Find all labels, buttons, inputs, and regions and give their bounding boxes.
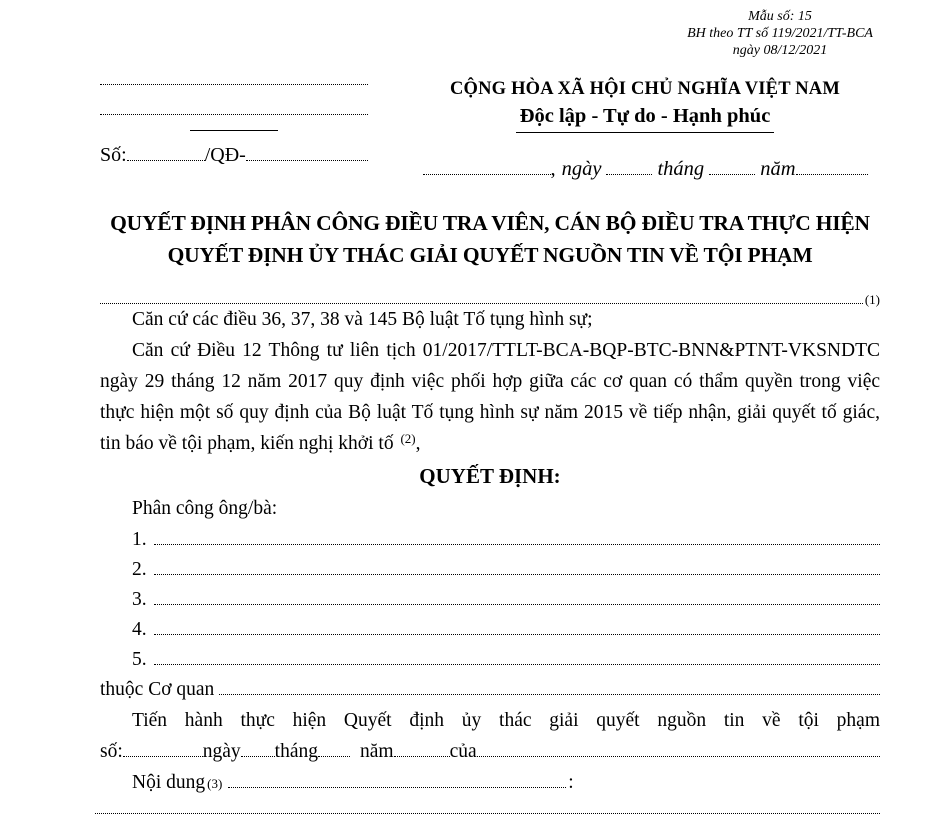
- implement-line: Tiến hành thực hiện Quyết định ủy thác giải quyết nguồn tin về tội phạm: [132, 710, 880, 731]
- list-number-1: 1.: [132, 529, 147, 550]
- date-comma: ,: [550, 158, 556, 180]
- motto-wrap: [410, 103, 880, 133]
- document-header: [100, 76, 880, 183]
- document-number-line: [100, 142, 368, 168]
- blank-assignee-4[interactable]: [154, 633, 880, 635]
- list-number-2: 2.: [132, 559, 147, 580]
- content-label: Nội dung: [132, 772, 206, 793]
- blank-document-number[interactable]: [127, 159, 205, 161]
- document-title-line-1: QUYẾT ĐỊNH PHÂN CÔNG ĐIỀU TRA VIÊN, CÁN BỘ ĐIỀU TRA THỰC HIỆN: [110, 211, 870, 235]
- blank-place[interactable]: [423, 173, 551, 175]
- blank-belong-agency[interactable]: [219, 693, 880, 695]
- blank-assignee-3[interactable]: [154, 603, 880, 605]
- assign-label: Phân công ông/bà:: [132, 498, 278, 519]
- issuer-fill-line: (1): [100, 300, 880, 304]
- legal-basis-2: [100, 335, 880, 459]
- legal-basis-2-text: Căn cứ Điều 12 Thông tư liên tịch 01/2017/TTLT-BCA-BQP-BTC-BNN&PTNT-VKSNDTC ngày 29 tháng 12 năm 2017 quy định việc phối hợp giữa các cơ quan có thẩm quyền trong việc thực hiện một số quy định của Bộ luật Tố tụng hình sự năm 2015 về tiếp nhận, giải quyết tố giác, tin báo về tội phạm, kiến nghị khởi tố: [100, 340, 880, 454]
- belong-label: thuộc Cơ quan: [100, 679, 215, 700]
- thang-label: tháng: [274, 741, 318, 762]
- date-month-label: tháng: [657, 158, 705, 180]
- assignee-row-1: [100, 524, 880, 554]
- nam-label: năm: [360, 741, 394, 762]
- blank-delegation-day[interactable]: [241, 755, 275, 757]
- legal-basis-2-tail: ,: [415, 433, 421, 454]
- delegation-detail-line: [100, 736, 880, 767]
- date-year-label: năm: [760, 158, 796, 180]
- blank-content[interactable]: [228, 786, 566, 788]
- place-date-line: [410, 156, 880, 183]
- assignee-row-2: [100, 554, 880, 584]
- assignee-row-5: [100, 644, 880, 674]
- legal-basis-1: Căn cứ các điều 36, 37, 38 và 145 Bộ luật Tố tụng hình sự;: [132, 309, 593, 330]
- cua-label: của: [449, 741, 477, 762]
- content-line: Nội dung (3) :: [100, 767, 880, 798]
- assignee-row-4: [100, 614, 880, 644]
- blank-delegation-issuer[interactable]: [477, 755, 880, 757]
- blank-agency-line-2[interactable]: [100, 114, 368, 115]
- blank-document-number-suffix[interactable]: [246, 159, 368, 161]
- blank-delegation-number[interactable]: [123, 755, 203, 757]
- blank-day[interactable]: [606, 173, 652, 175]
- list-number-4: 4.: [132, 619, 147, 640]
- number-prefix-label: Số:: [100, 144, 127, 166]
- so-label: số:: [100, 741, 123, 762]
- blank-assignee-1[interactable]: [154, 543, 880, 545]
- belong-agency-line: [100, 674, 880, 705]
- ngay-label: ngày: [202, 741, 241, 762]
- footnote-2-marker: (2): [400, 431, 416, 446]
- national-header-block: [368, 76, 880, 183]
- form-date: ngày 08/12/2021: [732, 43, 828, 58]
- blank-month[interactable]: [709, 173, 755, 175]
- blank-content-continuation[interactable]: [95, 813, 880, 814]
- document-title: [100, 207, 880, 271]
- blank-year[interactable]: [796, 173, 868, 175]
- decision-heading: QUYẾT ĐỊNH:: [419, 464, 561, 488]
- assignee-row-3: [100, 584, 880, 614]
- list-number-3: 3.: [132, 589, 147, 610]
- blank-assignee-2[interactable]: [154, 573, 880, 575]
- number-mid-label: /QĐ-: [204, 144, 246, 166]
- content-colon: :: [568, 772, 574, 793]
- blank-agency-line-1[interactable]: [100, 84, 368, 85]
- document-body: [100, 292, 880, 814]
- list-number-5: 5.: [132, 649, 147, 670]
- national-title: CỘNG HÒA XÃ HỘI CHỦ NGHĨA VIỆT NAM: [449, 79, 841, 99]
- form-reference-note: [687, 8, 873, 59]
- national-motto: Độc lập - Tự do - Hạnh phúc: [516, 103, 775, 133]
- document-title-line-2: QUYẾT ĐỊNH ỦY THÁC GIẢI QUYẾT NGUỒN TIN VỀ TỘI PHẠM: [167, 243, 813, 267]
- date-day-label: ngày: [561, 158, 602, 180]
- form-number: Mẫu số: 15: [748, 9, 812, 24]
- form-circular: BH theo TT số 119/2021/TT-BCA: [687, 26, 873, 41]
- blank-delegation-month[interactable]: [318, 755, 350, 757]
- agency-divider-rule: [190, 130, 278, 131]
- blank-delegation-year[interactable]: [394, 755, 450, 757]
- issuing-agency-block: [100, 76, 368, 183]
- blank-assignee-5[interactable]: [154, 663, 880, 665]
